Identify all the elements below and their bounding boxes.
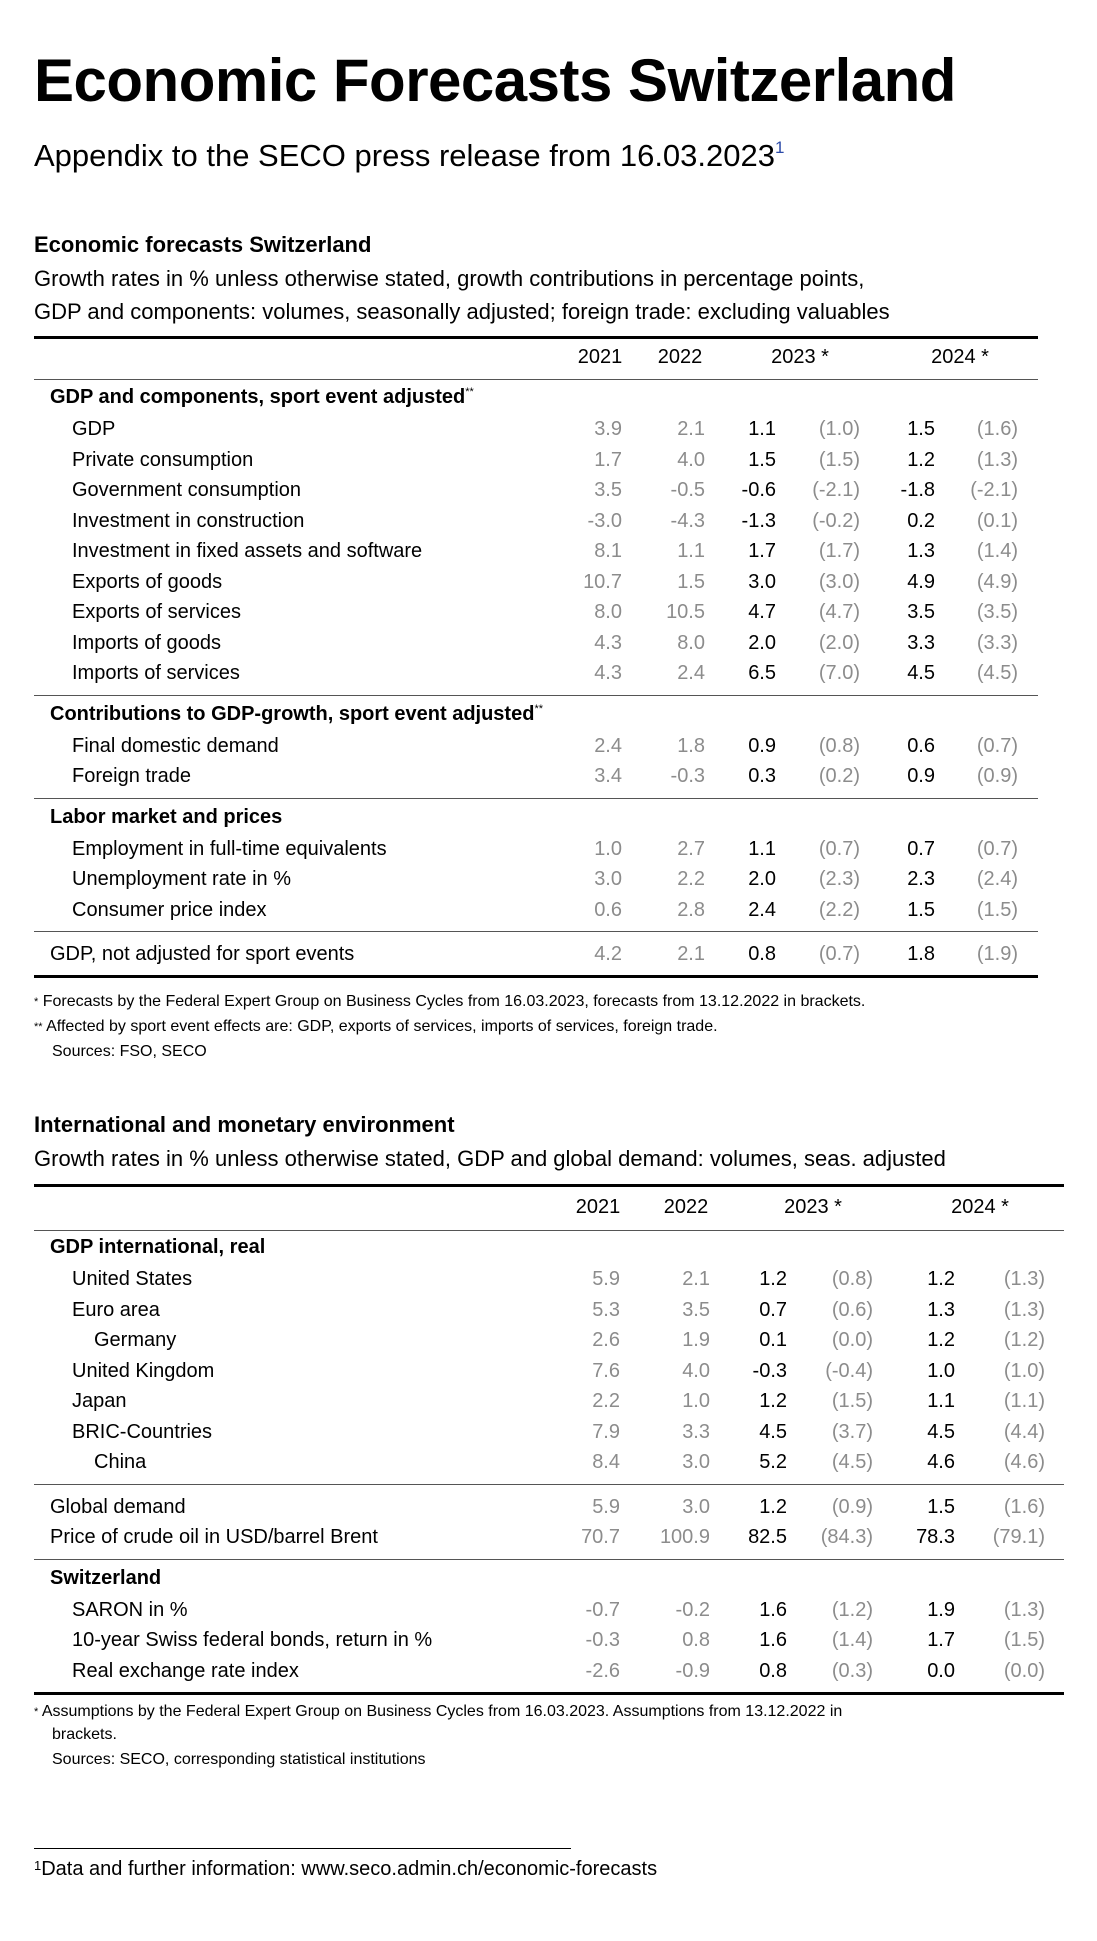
table2-top-rule — [34, 1184, 1064, 1187]
value-cell: 4.0 — [677, 448, 705, 471]
value-cell: 0.1 — [759, 1329, 787, 1351]
value-cell: 2.4 — [594, 734, 622, 757]
value-cell: 2.1 — [677, 418, 705, 440]
row-label: Germany — [94, 1329, 177, 1351]
table2-bottom-rule — [34, 1692, 1064, 1695]
row-label: Exports of services — [72, 601, 241, 623]
value-cell: 4.3 — [594, 631, 622, 654]
group-title-text: GDP international, real — [50, 1236, 266, 1258]
value-cell: (3.5) — [976, 601, 1018, 623]
value-cell: (1.7) — [818, 540, 860, 562]
value-cell: 3.0 — [748, 570, 776, 593]
value-cell: 0.6 — [907, 734, 935, 757]
table-row — [34, 1625, 1074, 1655]
value-cell: 2.2 — [592, 1390, 620, 1412]
value-cell: (-2.1) — [812, 479, 860, 501]
value-cell: 2.2 — [677, 868, 705, 890]
row-group-rule — [34, 1484, 1064, 1485]
row-label: United Kingdom — [72, 1359, 215, 1382]
value-cell: (0.7) — [976, 837, 1018, 860]
value-cell: (1.0) — [1003, 1359, 1045, 1382]
column-header: 2023 * — [784, 1196, 842, 1218]
value-cell: (0.2) — [818, 765, 860, 787]
value-cell: 4.7 — [748, 601, 776, 623]
row-label: United States — [72, 1268, 193, 1290]
value-cell: 0.7 — [759, 1298, 787, 1321]
table1-desc-line1: Growth rates in % unless otherwise stated, growth contributions in percentage points, — [34, 266, 865, 291]
value-cell: (4.7) — [818, 601, 860, 623]
value-cell: 2.1 — [682, 1268, 710, 1290]
value-cell: -3.0 — [587, 509, 622, 532]
value-cell: 4.2 — [594, 943, 622, 965]
row-label: Final domestic demand — [72, 734, 279, 757]
group-title-text: Switzerland — [50, 1566, 162, 1589]
value-cell: 10.5 — [666, 601, 705, 623]
value-cell: (3.7) — [831, 1420, 873, 1443]
value-cell: -4.3 — [670, 509, 705, 532]
page-subtitle — [34, 138, 784, 174]
value-cell: 1.2 — [927, 1268, 955, 1290]
value-cell: 8.1 — [594, 540, 622, 562]
value-cell: 3.5 — [594, 479, 622, 501]
row-label: China — [94, 1451, 147, 1473]
value-cell: (0.3) — [831, 1659, 873, 1682]
value-cell: 2.0 — [748, 868, 776, 890]
value-cell: 10.7 — [583, 570, 622, 593]
value-cell: 1.1 — [748, 418, 776, 440]
value-cell: (4.9) — [976, 570, 1018, 593]
value-cell: -0.6 — [741, 479, 776, 501]
group-title-text: Contributions to GDP-growth, sport event adjusted — [50, 702, 535, 725]
value-cell: (4.4) — [1003, 1420, 1045, 1443]
group-title — [50, 703, 543, 726]
table-row — [34, 1325, 1074, 1355]
value-cell: 0.9 — [748, 734, 776, 757]
table-row — [34, 834, 1074, 864]
value-cell: (0.0) — [831, 1329, 873, 1351]
subtitle-footnote-ref: 1 — [775, 138, 785, 157]
value-cell: 2.6 — [592, 1329, 620, 1351]
row-label: Foreign trade — [72, 765, 191, 787]
table-row — [34, 597, 1074, 627]
value-cell: 3.0 — [682, 1451, 710, 1473]
group-title — [50, 806, 282, 829]
value-cell: 1.7 — [927, 1629, 955, 1651]
value-cell: 1.6 — [759, 1598, 787, 1621]
value-cell: (1.3) — [1003, 1298, 1045, 1321]
row-label: Unemployment rate in % — [72, 868, 291, 890]
value-cell: (2.2) — [818, 898, 860, 921]
value-cell: 7.6 — [592, 1359, 620, 1382]
group-title-mark: ** — [534, 702, 543, 715]
value-cell: (0.7) — [818, 943, 860, 965]
group-title-text: Labor market and prices — [50, 805, 283, 828]
value-cell: 0.8 — [748, 943, 776, 965]
value-cell: 2.0 — [748, 631, 776, 654]
table1-heading: Economic forecasts Switzerland — [34, 232, 372, 257]
table2-note1: * Assumptions by the Federal Expert Group on Business Cycles from 16.03.2023. Assumptions from 13.12.2022 in — [34, 1703, 843, 1720]
value-cell: 1.2 — [759, 1495, 787, 1518]
row-group-rule — [34, 931, 1038, 932]
table-row — [34, 506, 1074, 536]
value-cell: -0.5 — [670, 479, 705, 501]
value-cell: (0.8) — [831, 1268, 873, 1290]
value-cell: 0.6 — [594, 898, 622, 921]
row-label: Imports of services — [72, 662, 240, 684]
table2-desc-line1: Growth rates in % unless otherwise stated, GDP and global demand: volumes, seas. adjusted — [34, 1146, 946, 1171]
value-cell: 1.5 — [748, 448, 776, 471]
row-label: Real exchange rate index — [72, 1659, 299, 1682]
row-group-rule — [34, 1559, 1064, 1560]
column-header: 2021 — [577, 346, 623, 368]
value-cell: -0.9 — [675, 1659, 710, 1682]
table2-sources: Sources: SECO, corresponding statistical institutions — [52, 1751, 426, 1768]
value-cell: 1.2 — [759, 1390, 787, 1412]
value-cell: 3.5 — [907, 601, 935, 623]
row-label: Japan — [72, 1390, 127, 1412]
value-cell: 0.7 — [907, 837, 935, 860]
table-row — [34, 1595, 1074, 1625]
table-row — [34, 1386, 1074, 1416]
table1-bottom-rule — [34, 975, 1038, 978]
subtitle-text: Appendix to the SECO press release from 16.03.2023 — [34, 138, 775, 173]
row-label: Imports of goods — [72, 631, 221, 654]
value-cell: -1.3 — [741, 509, 776, 532]
value-cell: 1.9 — [927, 1598, 955, 1621]
table1-note2: ** Affected by sport event effects are: GDP, exports of services, imports of services, foreign trade. — [34, 1018, 718, 1035]
value-cell: 1.0 — [594, 837, 622, 860]
value-cell: 5.9 — [592, 1268, 620, 1290]
row-group-rule — [34, 798, 1038, 799]
value-cell: 1.2 — [927, 1329, 955, 1351]
row-label: Government consumption — [72, 479, 302, 501]
value-cell: (7.0) — [818, 662, 860, 684]
table-row — [34, 939, 1074, 969]
value-cell: (1.5) — [831, 1390, 873, 1412]
value-cell: 4.3 — [594, 662, 622, 684]
table-row — [34, 567, 1074, 597]
value-cell: 7.9 — [592, 1420, 620, 1443]
value-cell: (2.3) — [818, 868, 860, 890]
value-cell: 3.9 — [594, 418, 622, 440]
column-header: 2023 * — [771, 346, 829, 368]
value-cell: 1.2 — [759, 1268, 787, 1290]
table2-heading: International and monetary environment — [34, 1112, 455, 1137]
row-label: Consumer price index — [72, 898, 267, 921]
value-cell: (0.8) — [818, 734, 860, 757]
table-row — [34, 475, 1074, 505]
table-row — [34, 658, 1074, 688]
value-cell: (3.0) — [818, 570, 860, 593]
value-cell: (1.3) — [1003, 1268, 1045, 1290]
table-row — [34, 1447, 1074, 1477]
value-cell: (79.1) — [992, 1526, 1045, 1548]
value-cell: 3.3 — [907, 631, 935, 654]
value-cell: (-0.4) — [825, 1359, 873, 1382]
value-cell: (-2.1) — [970, 479, 1018, 501]
column-header: 2022 — [663, 1196, 709, 1218]
group-title-mark: ** — [465, 386, 474, 398]
value-cell: 1.5 — [907, 418, 935, 440]
value-cell: 3.5 — [682, 1298, 710, 1321]
value-cell: 0.2 — [907, 509, 935, 532]
value-cell: -0.3 — [752, 1359, 787, 1382]
value-cell: 1.1 — [677, 540, 705, 562]
row-label: Global demand — [50, 1495, 186, 1518]
group-title — [50, 386, 474, 409]
value-cell: 8.0 — [677, 631, 705, 654]
column-header: 2024 * — [951, 1196, 1009, 1218]
value-cell: 5.9 — [592, 1495, 620, 1518]
value-cell: (2.0) — [818, 631, 860, 654]
row-label: Employment in full-time equivalents — [72, 837, 387, 860]
value-cell: 70.7 — [581, 1526, 620, 1548]
value-cell: 8.4 — [592, 1451, 620, 1473]
value-cell: 1.1 — [927, 1390, 955, 1412]
column-header: 2021 — [575, 1196, 621, 1218]
value-cell: 3.3 — [682, 1420, 710, 1443]
column-header: 2022 — [657, 346, 703, 368]
value-cell: 4.5 — [927, 1420, 955, 1443]
value-cell: 1.3 — [907, 540, 935, 562]
table-row — [34, 1522, 1074, 1552]
value-cell: 82.5 — [748, 1526, 787, 1548]
page-title: Economic Forecasts Switzerland — [34, 47, 956, 114]
value-cell: (0.9) — [831, 1495, 873, 1518]
value-cell: (-0.2) — [812, 509, 860, 532]
table-row — [34, 1492, 1074, 1522]
value-cell: (4.5) — [976, 662, 1018, 684]
value-cell: (0.6) — [831, 1298, 873, 1321]
value-cell: -0.3 — [670, 765, 705, 787]
value-cell: (1.6) — [976, 418, 1018, 440]
row-label: Investment in construction — [72, 509, 305, 532]
value-cell: 0.0 — [927, 1659, 955, 1682]
value-cell: 1.1 — [748, 837, 776, 860]
table-row — [34, 445, 1074, 475]
value-cell: 4.9 — [907, 570, 935, 593]
value-cell: 1.7 — [594, 448, 622, 471]
table-row — [34, 895, 1074, 925]
table-row — [34, 1656, 1074, 1686]
value-cell: 0.9 — [907, 765, 935, 787]
value-cell: 0.3 — [748, 765, 776, 787]
table-row — [34, 1356, 1074, 1386]
group-title — [50, 1236, 265, 1259]
table-row — [34, 761, 1074, 791]
row-label: SARON in % — [72, 1598, 188, 1621]
value-cell: (4.6) — [1003, 1451, 1045, 1473]
value-cell: 78.3 — [916, 1526, 955, 1548]
table-row — [34, 731, 1074, 761]
value-cell: (1.0) — [818, 418, 860, 440]
value-cell: (0.7) — [818, 837, 860, 860]
table1-desc-line2: GDP and components: volumes, seasonally adjusted; foreign trade: excluding valuables — [34, 299, 890, 324]
value-cell: (1.3) — [1003, 1598, 1045, 1621]
table1-top-rule — [34, 336, 1038, 339]
table1-header-rule — [34, 379, 1038, 380]
value-cell: (1.4) — [831, 1629, 873, 1651]
value-cell: 1.8 — [677, 734, 705, 757]
value-cell: 100.9 — [659, 1526, 710, 1548]
value-cell: (0.9) — [976, 765, 1018, 787]
value-cell: (1.5) — [818, 448, 860, 471]
value-cell: 0.8 — [682, 1629, 710, 1651]
group-title-text: GDP and components, sport event adjusted — [50, 386, 466, 408]
page-footnote: $^1$Data and further information: www.seco.admin.ch/economic-forecasts — [34, 1858, 658, 1880]
value-cell: (1.9) — [976, 943, 1018, 965]
value-cell: -2.6 — [585, 1659, 620, 1682]
value-cell: 1.0 — [927, 1359, 955, 1382]
table-row — [34, 1264, 1074, 1294]
value-cell: 2.1 — [677, 943, 705, 965]
value-cell: (0.0) — [1003, 1659, 1045, 1682]
value-cell: (1.1) — [1003, 1390, 1045, 1412]
value-cell: (4.5) — [831, 1451, 873, 1473]
row-label: GDP — [72, 418, 116, 440]
row-label: Price of crude oil in USD/barrel Brent — [50, 1526, 378, 1548]
value-cell: (1.2) — [1003, 1329, 1045, 1351]
value-cell: 1.9 — [682, 1329, 710, 1351]
value-cell: 1.0 — [682, 1390, 710, 1412]
table1-sources: Sources: FSO, SECO — [52, 1043, 207, 1060]
value-cell: 0.8 — [759, 1659, 787, 1682]
value-cell: (0.1) — [976, 509, 1018, 532]
value-cell: 4.6 — [927, 1451, 955, 1473]
row-label: Private consumption — [72, 448, 254, 471]
row-label: BRIC-Countries — [72, 1420, 213, 1443]
value-cell: 1.7 — [748, 540, 776, 562]
table2-note1-cont: brackets. — [52, 1726, 117, 1743]
value-cell: 2.4 — [748, 898, 776, 921]
value-cell: 2.7 — [677, 837, 705, 860]
column-header: 2024 * — [931, 346, 989, 368]
value-cell: 4.5 — [907, 662, 935, 684]
table-row — [34, 1417, 1074, 1447]
value-cell: 8.0 — [594, 601, 622, 623]
row-label: Euro area — [72, 1298, 160, 1321]
table-row — [34, 628, 1074, 658]
value-cell: -0.7 — [585, 1598, 620, 1621]
value-cell: 1.6 — [759, 1629, 787, 1651]
value-cell: 5.2 — [759, 1451, 787, 1473]
value-cell: (1.2) — [831, 1598, 873, 1621]
value-cell: -1.8 — [900, 479, 935, 501]
value-cell: 1.5 — [927, 1495, 955, 1518]
value-cell: 4.0 — [682, 1359, 710, 1382]
table-row — [34, 536, 1074, 566]
value-cell: 4.5 — [759, 1420, 787, 1443]
value-cell: 1.5 — [677, 570, 705, 593]
row-label: GDP, not adjusted for sport events — [50, 943, 355, 965]
value-cell: (2.4) — [976, 868, 1018, 890]
row-group-rule — [34, 695, 1038, 696]
table-row — [34, 864, 1074, 894]
value-cell: 3.4 — [594, 765, 622, 787]
value-cell: 5.3 — [592, 1298, 620, 1321]
table-row — [34, 1295, 1074, 1325]
value-cell: (84.3) — [820, 1526, 873, 1548]
value-cell: (1.4) — [976, 540, 1018, 562]
row-label: 10-year Swiss federal bonds, return in % — [72, 1629, 433, 1651]
value-cell: 2.4 — [677, 662, 705, 684]
value-cell: -0.3 — [585, 1629, 620, 1651]
value-cell: 1.3 — [927, 1298, 955, 1321]
table2-header-rule — [34, 1230, 1064, 1231]
group-title — [50, 1567, 161, 1590]
value-cell: (1.5) — [1003, 1629, 1045, 1651]
table1-note1: * Forecasts by the Federal Expert Group on Business Cycles from 16.03.2023, forecasts from 13.12.2022 in brackets. — [34, 993, 866, 1010]
value-cell: 3.0 — [682, 1495, 710, 1518]
value-cell: (1.6) — [1003, 1495, 1045, 1518]
value-cell: 1.2 — [907, 448, 935, 471]
value-cell: 1.8 — [907, 943, 935, 965]
value-cell: (1.3) — [976, 448, 1018, 471]
table-row — [34, 414, 1074, 444]
value-cell: 3.0 — [594, 868, 622, 890]
footnote-rule — [34, 1848, 571, 1849]
row-label: Exports of goods — [72, 570, 223, 593]
value-cell: 6.5 — [748, 662, 776, 684]
value-cell: 1.5 — [907, 898, 935, 921]
value-cell: 2.3 — [907, 868, 935, 890]
row-label: Investment in fixed assets and software — [72, 540, 423, 562]
value-cell: 2.8 — [677, 898, 705, 921]
value-cell: (3.3) — [976, 631, 1018, 654]
value-cell: (0.7) — [976, 734, 1018, 757]
value-cell: (1.5) — [976, 898, 1018, 921]
value-cell: -0.2 — [675, 1598, 710, 1621]
